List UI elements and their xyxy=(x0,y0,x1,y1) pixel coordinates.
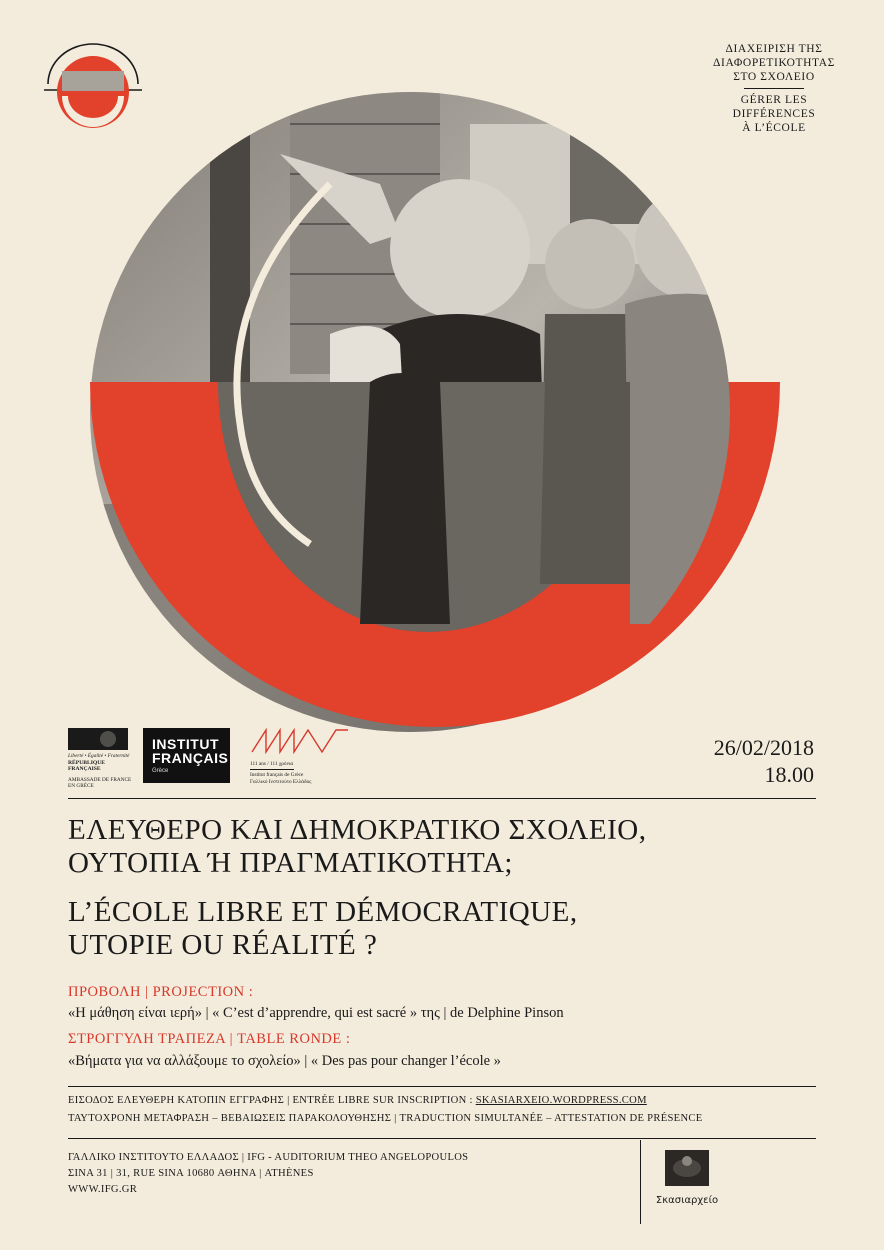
series-french-1: GÉRER LES xyxy=(740,94,808,106)
if-sub: Grèce xyxy=(152,768,169,774)
anniv-fr: Institut français de Grèce xyxy=(250,772,304,778)
divider xyxy=(68,798,816,799)
hero-photo-circle xyxy=(70,64,810,734)
anniv-years: 111 ans / 111 χρόνια xyxy=(250,760,294,767)
info-line1 xyxy=(68,1092,828,1110)
series-french-2: DIFFÉRENCES xyxy=(732,108,816,120)
divider xyxy=(68,1086,816,1087)
rf-name: RÉPUBLIQUE FRANÇAISE xyxy=(68,759,105,772)
series-greek-1: ΔΙΑΧΕΙΡΙΣΗ ΤΗΣ xyxy=(725,43,823,55)
if-line2: FRANÇAIS xyxy=(152,750,229,766)
series-french-3: À L’ÉCOLE xyxy=(742,122,806,134)
projection-text: «Η μάθηση είναι ιερή» | « C’est d’apprendre, qui est sacré » της | de Delphine Pinson xyxy=(68,1005,564,1021)
skasiarxeio-emblem-icon xyxy=(662,1148,712,1188)
title-french-line1: L’ÉCOLE LIBRE ET DÉMOCRATIQUE, xyxy=(68,896,578,928)
rf-embassy: AMBASSADE DE FRANCE EN GRÈCE xyxy=(68,776,132,789)
skasiarxeio-caption: Σκασιαρχείο xyxy=(655,1195,719,1206)
address-website[interactable]: WWW.IFG.GR xyxy=(68,1184,138,1195)
title-french-line2: UTOPIE OU RÉALITÉ ? xyxy=(68,929,378,961)
practical-info xyxy=(68,1092,828,1128)
address-line1: ΓΑΛΛΙΚΟ ΙΝΣΤΙΤΟΥΤΟ ΕΛΛΑΔΟΣ | IFG - AUDITORIUM THEO ANGELOPOULOS xyxy=(68,1152,469,1163)
institut-francais-logo xyxy=(143,728,230,783)
anniversary-logo xyxy=(250,726,350,785)
table-label: ΣΤΡΟΓΓΥΛΗ ΤΡΑΠΕΖΑ | TABLE RONDE : xyxy=(68,1031,351,1047)
skasiarxeio-logo xyxy=(652,1148,722,1206)
republique-francaise-logo xyxy=(68,728,132,790)
anniv-divider xyxy=(250,769,294,770)
title-greek-line1: ΕΛΕΥΘΕΡΟ ΚΑΙ ΔΗΜΟΚΡΑΤΙΚΟ ΣΧΟΛΕΙΟ, xyxy=(68,814,647,846)
marianne-icon xyxy=(68,728,128,750)
anniversary-mark-icon xyxy=(250,726,350,754)
divider xyxy=(68,1138,816,1139)
series-greek-2: ΔΙΑΦΟΡΕΤΙΚΟΤΗΤΑΣ xyxy=(713,57,835,69)
info-line2: ΤΑΥΤΟΧΡΟΝΗ ΜΕΤΑΦΡΑΣΗ – ΒΕΒΑΙΩΣΕΙΣ ΠΑΡΑΚΟΛΟΥΘΗΣΗΣ | TRADUCTION SIMULTANÉE – ATTESTATION DE PRÉSENCE xyxy=(68,1113,703,1124)
projection-label: ΠΡΟΒΟΛΗ | PROJECTION : xyxy=(68,984,254,1000)
title-greek xyxy=(68,814,828,880)
table-text: «Βήματα για να αλλάξουμε το σχολείο» | « Des pas pour changer l’école » xyxy=(68,1053,501,1069)
event-time: 18.00 xyxy=(764,762,814,787)
venue-address xyxy=(68,1150,628,1198)
rf-motto: Liberté • Égalité • Fraternité xyxy=(68,753,130,759)
series-greek-3: ΣΤΟ ΣΧΟΛΕΙΟ xyxy=(733,71,815,83)
title-greek-line2: ΟΥΤΟΠΙΑ Ή ΠΡΑΓΜΑΤΙΚΟΤΗΤΑ; xyxy=(68,847,513,879)
programme xyxy=(68,983,828,1071)
info-entry: ΕΙΣΟΔΟΣ ΕΛΕΥΘΕΡΗ ΚΑΤΟΠΙΝ ΕΓΓΡΑΦΗΣ | ENTRÉE LIBRE SUR INSCRIPTION : xyxy=(68,1095,476,1106)
event-date: 26/02/2018 xyxy=(713,735,814,760)
if-line1: INSTITUT xyxy=(152,736,219,752)
anniv-gr: Γαλλικό Ινστιτούτο Ελλάδος xyxy=(250,778,312,785)
registration-link[interactable]: SKASIARXEIO.WORDPRESS.COM xyxy=(475,1095,647,1106)
address-line2: ΣΙΝΑ 31 | 31, RUE SINA 10680 ΑΘΗΝΑ | ATHÈNES xyxy=(68,1168,314,1179)
title-french xyxy=(68,896,828,962)
divider xyxy=(640,1140,641,1224)
event-datetime xyxy=(714,734,814,788)
